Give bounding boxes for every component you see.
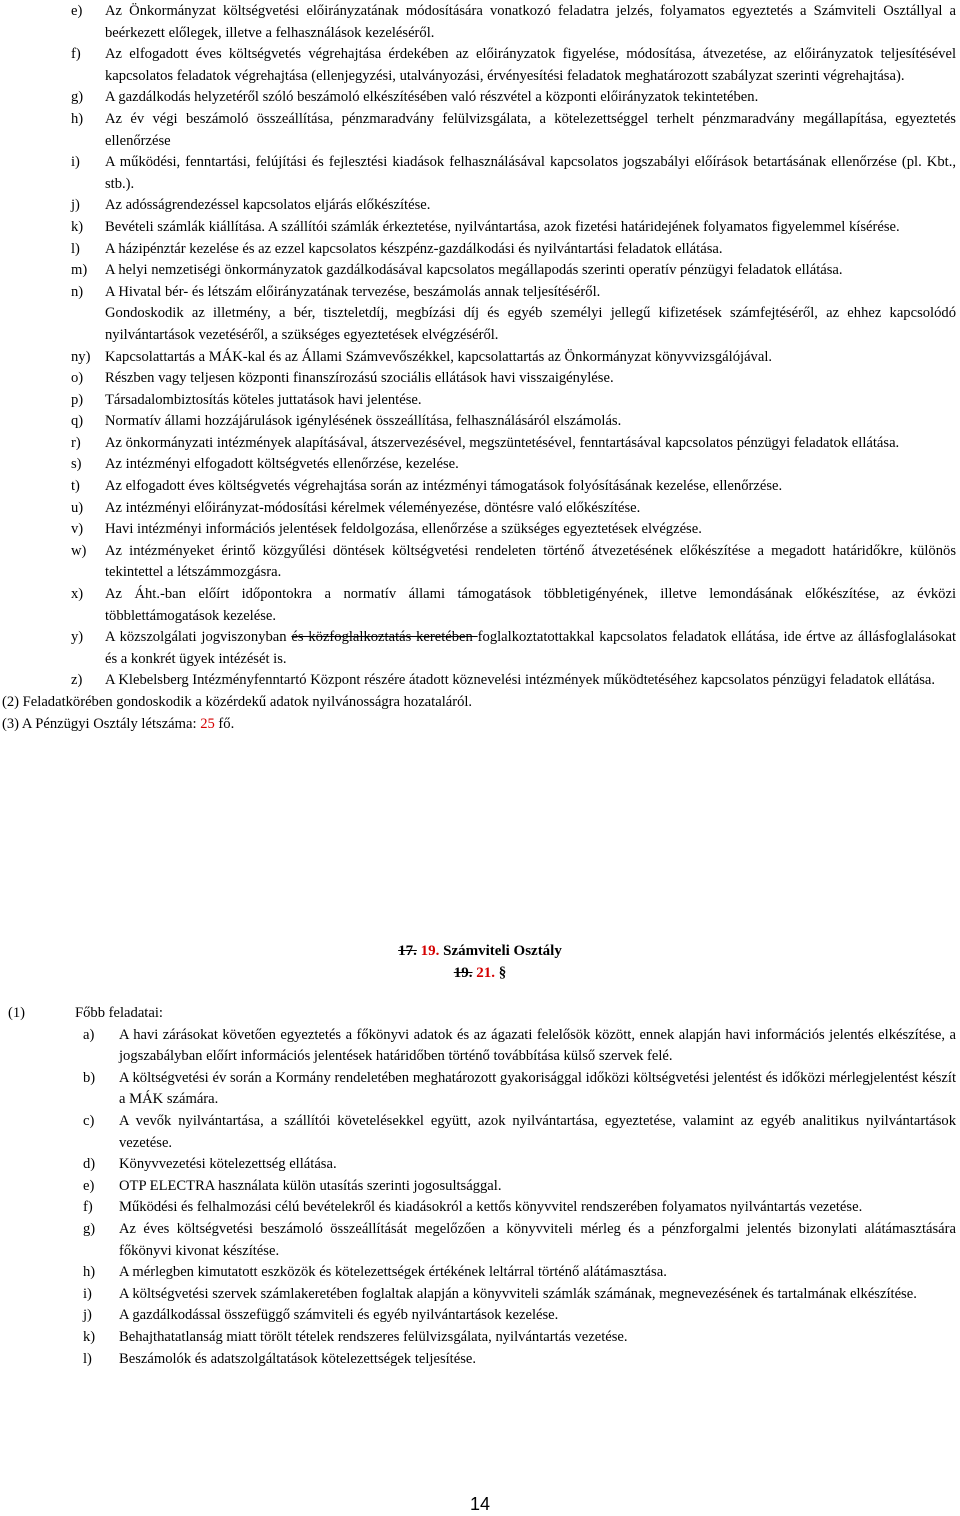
list-item: o) Részben vagy teljesen központi finanszírozású szociális ellátások havi visszaigénylése. (71, 370, 614, 387)
list-item: c) A vevők nyilvántartása, a szállítói követelésekkel együtt, azok nyilvántartása, egyeztetése, valamint az egyéb analitikus nyilvántartások vezetése. (83, 1112, 956, 1151)
list-item-text: A Klebelsberg Intézményfenntartó Központ részére átadott köznevelési intézmények működtetéséhez kapcsolatos pénzügyi feladatok ellátása. (105, 672, 936, 689)
list-item-text: A havi zárásokat követően egyeztetés a főkönyvi adatok és az ágazati felelősök között, ennek alapján havi információs jelentés elkészítése, a jogszabályban előírt információs jelentések határidőben történő továbbítása külső szervek felé. (119, 1026, 956, 1065)
finance-duties-list (0, 1, 960, 735)
list-item: k) Behajthatatlanság miatt törölt tételek rendszeres felülvizsgálata, nyilvántartás vezetése. (83, 1328, 628, 1345)
old-section-number: 17. (398, 943, 417, 959)
list-item-text: A költségvetési év során a Kormány rendeletében meghatározott gyakorisággal időközi költségvetési jelentést és időközi mérlegjelentést készít a MÁK számára. (119, 1069, 956, 1108)
list-item-text: Normatív állami hozzájárulások igénylésének összeállítása, felhasználásáról elszámolás. (105, 413, 622, 430)
list-item: j) Az adósságrendezéssel kapcsolatos eljárás előkészítése. (71, 197, 431, 214)
list-item-text: A gazdálkodás helyzetéről szóló beszámoló elkészítésében való részvétel a központi előirányzatok tekintetében. (105, 89, 759, 106)
list-item-text: Az önkormányzati intézmények alapításával, átszervezésével, megszüntetésével, fenntartásával kapcsolatos pénzügyi feladatok ellátása. (105, 434, 900, 451)
list-item: e) OTP ELECTRA használata külön utasítás szerinti jogosultsággal. (83, 1177, 502, 1194)
list-item: p) Társadalombiztosítás köteles juttatások havi jelentése. (71, 391, 422, 408)
list-item: ny) Kapcsolattartás a MÁK-kal és az Állami Számvevőszékkel, kapcsolattartás az Önkormányzat könyvvizsgálójával. (71, 348, 773, 365)
list-item: l) Beszámolók és adatszolgáltatások kötelezettségek teljesítése. (83, 1350, 477, 1367)
list-item-text: Működési és felhalmozási célú bevételekről és kiadásokról a kettős könyvvitel rendszerében folyamatos nyilvántartás vezetése. (119, 1199, 863, 1216)
list-item: g) A gazdálkodás helyzetéről szóló beszámoló elkészítésében való részvétel a központi előirányzatok tekintetében. (71, 89, 759, 106)
list-item-text: Részben vagy teljesen központi finanszírozású szociális ellátások havi visszaigénylése. (105, 370, 614, 387)
list-item: q) Normatív állami hozzájárulások igénylésének összeállítása, felhasználásáról elszámolás. (71, 413, 622, 430)
list-item-text: Az év végi beszámoló összeállítása, pénzmaradvány felülvizsgálata, a kötelezettséggel terhelt pénzmaradvány megállapítása, egyeztetés ellenőrzése (105, 110, 956, 149)
old-paragraph-number: 19. (453, 965, 473, 981)
new-section-number: 19. (420, 943, 440, 959)
list-item-text: Havi intézményi információs jelentések feldolgozása, ellenőrzése a szükséges egyeztetések elvégzése. (105, 521, 702, 538)
list-item-text: A helyi nemzetiségi önkormányzatok gazdálkodásával kapcsolatos megállapodás szerinti operatív pénzügyi feladatok ellátása. (105, 262, 843, 279)
list-item: w) Az intézményeket érintő közgyűlési döntések költségvetési rendeleten történő átvezetésének előkészítése a megadott határidőkre, különös tekintettel a létszámmozgásra. (71, 542, 956, 581)
list-item-text: Az adósságrendezéssel kapcsolatos eljárás előkészítése. (105, 197, 431, 214)
list-item: r) Az önkormányzati intézmények alapításával, átszervezésével, megszüntetésével, fenntartásával kapcsolatos pénzügyi feladatok ellátása. (71, 434, 900, 451)
paragraph-sign: § (498, 965, 507, 981)
list-item-text: Az intézményi előirányzat-módosítási kérelmek véleményezése, döntésre való előkészítése. (105, 499, 641, 516)
list-item: h) Az év végi beszámoló összeállítása, pénzmaradvány felülvizsgálata, a kötelezettséggel terhelt pénzmaradvány megállapítása, egyeztetés ellenőrzése (71, 110, 956, 149)
list-item: f) Az elfogadott éves költségvetés végrehajtása érdekében az előirányzatok figyelése, módosítása, átvezetése, az előirányzatok teljesítésével kapcsolatos feladatok végrehajtása (ellenjegyzési, utalványozási, érvényesítési feladatok meghatározott szabályzat szerinti végrehajtása). (71, 46, 956, 84)
list-item: g) Az éves költségvetési beszámoló összeállítását megelőzően a könyvviteli mérleg és a pénzforgalmi jelentés bizonylati alátámasztására főkönyvi kivonat készítése. (83, 1220, 956, 1259)
list-item-text: Kapcsolattartás a MÁK-kal és az Állami Számvevőszékkel, kapcsolattartás az Önkormányzat könyvvizsgálójával. (105, 348, 773, 365)
staff-count: 25 (200, 715, 215, 732)
new-paragraph-number: 21. (476, 965, 495, 981)
list-item: d) Könyvvezetési kötelezettség ellátása. (83, 1156, 337, 1173)
list-item: a) A havi zárásokat követően egyeztetés a főkönyvi adatok és az ágazati felelősök között, ennek alapján havi információs jelentés elkészítése, a jogszabályban előírt információs jelentések határidőben történő továbbítása külső szervek felé. (83, 1026, 956, 1065)
list-item: v) Havi intézményi információs jelentések feldolgozása, ellenőrzése a szükséges egyeztetések elvégzése. (71, 521, 702, 538)
list-item-text: A gazdálkodással összefüggő számviteli és egyéb nyilvántartások kezelése. (119, 1307, 559, 1324)
list-item-text: A közszolgálati jogviszonyban (105, 629, 292, 646)
list-item-text: A házipénztár kezelése és az ezzel kapcsolatos készpénz-gazdálkodási és nyilvántartási feladatok ellátása. (105, 240, 723, 257)
list-item: m) A helyi nemzetiségi önkormányzatok gazdálkodásával kapcsolatos megállapodás szerinti operatív pénzügyi feladatok ellátása. (71, 262, 843, 279)
list-item-text: Az elfogadott éves költségvetés végrehajtása során az intézményi támogatások folyósításának kezelése, ellenőrzése. (105, 478, 783, 495)
section-title-row (0, 940, 960, 962)
list-item-text: Az éves költségvetési beszámoló összeállítását megelőzően a könyvviteli mérleg és a pénzforgalmi jelentés bizonylati alátámasztására főkönyvi kivonat készítése. (119, 1220, 956, 1259)
paragraph-number-row (0, 962, 960, 984)
list-item-text: A működési, fenntartási, felújítási és fejlesztési kiadások felhasználásával kapcsolatos jogszabályi előírások betartásának ellenőrzése (pl. Kbt., stb.). (105, 154, 956, 192)
list-item-text: Az Áht.-ban előírt időpontokra a normatív állami támogatások többletigényének, illetve lemondásának előkészítése, az évközi többlettámogatások kezelése. (105, 586, 956, 624)
list-item-text: Gondoskodik az illetmény, a bér, tiszteletdíj, megbízási díj és egyéb személyi jellegű kifizetések számfejtéséről, az ehhez kapcsolódó nyilvántartások vezetéséről, a szükséges egyeztetések elvégzéséről. (105, 305, 956, 343)
list-item-text: A költségvetési szervek számlakeretében foglaltak alapján a könyvviteli számlák számának, megnevezésének és tartalmának elkészítése. (119, 1285, 917, 1302)
list-item: u) Az intézményi előirányzat-módosítási kérelmek véleményezése, döntésre való előkészítése. (71, 499, 641, 516)
paragraph-2: (2) Feladatkörében gondoskodik a közérdekű adatok nyilvánosságra hozataláról. (2, 694, 473, 710)
list-item-text: Az intézményi elfogadott költségvetés ellenőrzése, kezelése. (105, 456, 459, 473)
page-number: 14 (469, 1494, 491, 1514)
list-item-text: foglalkoztatottakkal kapcsolatos feladatok ellátása, ide értve az állásfoglalásokat és a konkrét ügyek intézését is. (105, 629, 957, 667)
list-item: f) Működési és felhalmozási célú bevételekről és kiadásokról a kettős könyvvitel rendszerében folyamatos nyilvántartás vezetése. (83, 1199, 863, 1216)
accounting-duties-list (0, 1003, 960, 1370)
section-title: Számviteli Osztály (439, 943, 562, 959)
list-item-text: A Hivatal bér- és létszám előirányzatának tervezése, beszámolás annak teljesítéséről. (105, 283, 601, 300)
list-item: i) A működési, fenntartási, felújítási és fejlesztési kiadások felhasználásával kapcsolatos jogszabályi előírások betartásának ellenőrzése (pl. Kbt., stb.). (71, 154, 956, 192)
list-item-text: Beszámolók és adatszolgáltatások kötelezettségek teljesítése. (119, 1350, 477, 1367)
paragraph-3: (3) A Pénzügyi Osztály létszáma: 25 fő. (2, 715, 235, 732)
list-item: j) A gazdálkodással összefüggő számviteli és egyéb nyilvántartások kezelése. (83, 1307, 559, 1324)
list-item: l) A házipénztár kezelése és az ezzel kapcsolatos készpénz-gazdálkodási és nyilvántartási feladatok ellátása. (71, 240, 723, 257)
section-heading (0, 940, 960, 984)
list-item-continuation (0, 303, 960, 346)
list-item-text: Behajthatatlanság miatt törölt tételek rendszeres felülvizsgálata, nyilvántartás vezetése. (119, 1328, 628, 1345)
list-item: n) A Hivatal bér- és létszám előirányzatának tervezése, beszámolás annak teljesítéséről. (71, 283, 601, 300)
list-item-text: Könyvvezetési kötelezettség ellátása. (119, 1156, 337, 1173)
duties-header: (1) Főbb feladatai: (8, 1005, 163, 1021)
list-item: b) A költségvetési év során a Kormány rendeletében meghatározott gyakorisággal időközi költségvetési jelentést és időközi mérlegjelentést készít a MÁK számára. (83, 1069, 956, 1108)
list-item: e) Az Önkormányzat költségvetési előirányzatának módosítására vonatkozó feladatra jelzés, folyamatos egyeztetés a Számviteli Osztállyal a beérkezett előlegek, illetve a felhasználások kezeléséről. (71, 3, 956, 41)
list-item-text: Az elfogadott éves költségvetés végrehajtása érdekében az előirányzatok figyelése, módosítása, átvezetése, az előirányzatok teljesítésével kapcsolatos feladatok végrehajtása (ellenjegyzési, utalványozási, érvényesítési feladatok meghatározott szabályzat szerinti végrehajtása). (105, 46, 956, 84)
list-item-text: Társadalombiztosítás köteles juttatások havi jelentése. (105, 391, 422, 408)
list-item: s) Az intézményi elfogadott költségvetés ellenőrzése, kezelése. (71, 456, 459, 473)
list-item: z) A Klebelsberg Intézményfenntartó Központ részére átadott köznevelési intézmények működtetéséhez kapcsolatos pénzügyi feladatok ellátása. (71, 672, 936, 689)
list-item: t) Az elfogadott éves költségvetés végrehajtása során az intézményi támogatások folyósításának kezelése, ellenőrzése. (71, 478, 783, 495)
list-item-text: Az intézményeket érintő közgyűlési döntések költségvetési rendeleten történő átvezetésének előkészítése a megadott határidőkre, különös tekintettel a létszámmozgásra. (105, 542, 956, 581)
list-item-text: Bevételi számlák kiállítása. A szállítói számlák érkeztetése, nyilvántartása, azok fizetési határidejének folyamatos figyelemmel kísérése. (105, 218, 900, 235)
list-item: i) A költségvetési szervek számlakeretében foglaltak alapján a könyvviteli számlák számának, megnevezésének és tartalmának elkészítése. (83, 1285, 917, 1302)
list-item: k) Bevételi számlák kiállítása. A szállítói számlák érkeztetése, nyilvántartása, azok fizetési határidejének folyamatos figyelemmel kísérése. (71, 218, 900, 235)
list-item-text: A vevők nyilvántartása, a szállítói követelésekkel együtt, azok nyilvántartása, egyeztetése, valamint az egyéb analitikus nyilvántartások vezetése. (119, 1112, 956, 1151)
list-item-text: OTP ELECTRA használata külön utasítás szerinti jogosultsággal. (119, 1177, 502, 1194)
list-item: h) A mérlegben kimutatott eszközök és kötelezettségek értékének leltárral történő alátámasztása. (83, 1264, 667, 1281)
list-item-text: Az Önkormányzat költségvetési előirányzatának módosítására vonatkozó feladatra jelzés, folyamatos egyeztetés a Számviteli Osztállyal a beérkezett előlegek, illetve a felhasználások kezeléséről. (105, 3, 956, 41)
list-item: x) Az Áht.-ban előírt időpontokra a normatív állami támogatások többletigényének, illetve lemondásának előkészítése, az évközi többlettámogatások kezelése. (71, 586, 956, 624)
list-item-text: A mérlegben kimutatott eszközök és kötelezettségek értékének leltárral történő alátámasztása. (119, 1264, 667, 1281)
list-item: y) A közszolgálati jogviszonyban és közfoglalkoztatás keretében foglalkoztatottakkal kapcsolatos feladatok ellátása, ide értve az állásfoglalásokat és a konkrét ügyek intézését is. (71, 629, 957, 667)
struck-text: és közfoglalkoztatás keretében (291, 629, 478, 646)
